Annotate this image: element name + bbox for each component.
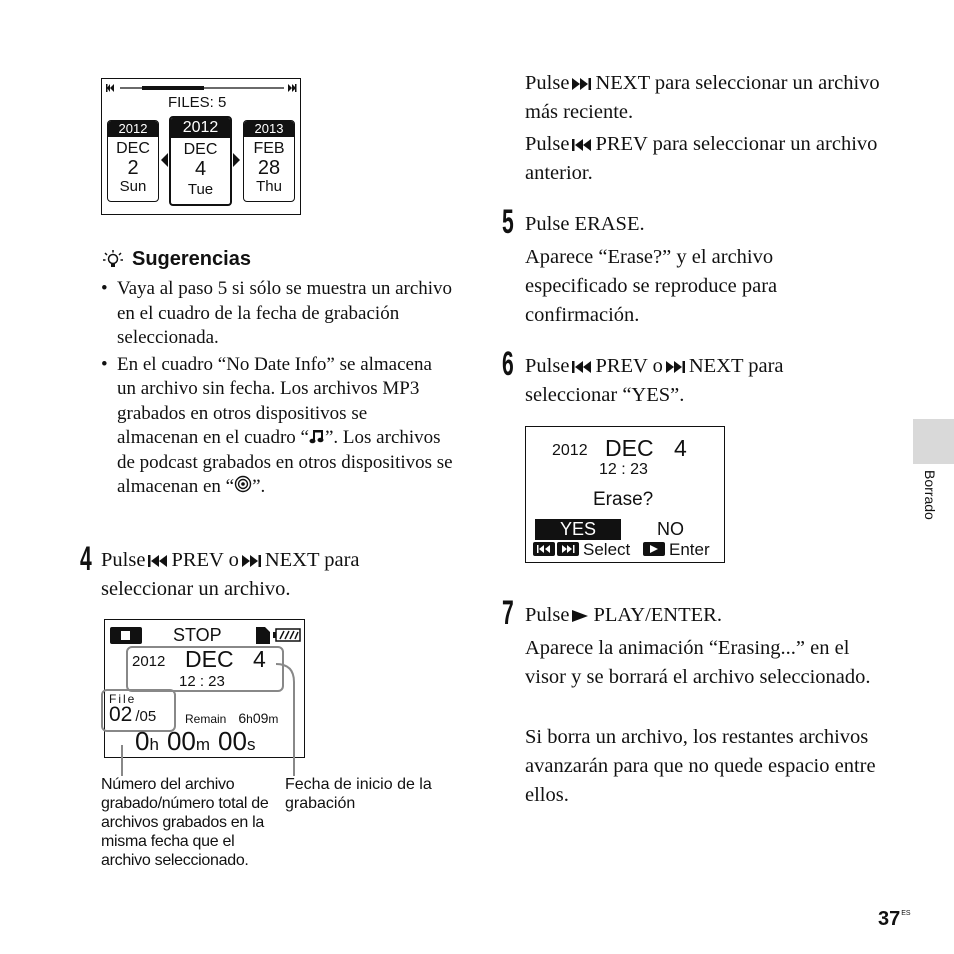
remain-time: Remain 6h09m xyxy=(185,710,279,726)
elapsed-time: 0h 00m 00s xyxy=(135,726,256,756)
play-key-icon xyxy=(643,542,665,556)
tips-list xyxy=(101,277,453,500)
yes-option[interactable]: YES xyxy=(535,519,621,540)
music-note-icon xyxy=(309,428,325,444)
step-6-number: 6 xyxy=(502,345,514,383)
prev-icon xyxy=(572,139,592,151)
step-5-text: Pulse ERASE. xyxy=(525,213,645,235)
caption-file-number: Número del archivo grabado/número total de archivos grabados en la misma fecha que el archivo seleccionado. xyxy=(101,776,269,869)
prev-icon xyxy=(148,555,168,567)
no-option[interactable]: NO xyxy=(657,519,684,539)
next-icon xyxy=(572,78,592,90)
step-5-desc: Aparece “Erase?” y el archivo especificado se reproduce para confirmación. xyxy=(525,246,778,326)
step-4-text: Pulse PREV o NEXT para seleccionar un archivo. xyxy=(101,549,360,600)
file-label: File xyxy=(109,692,137,706)
date-time: 12 : 23 xyxy=(599,461,648,478)
date-year: 2012 xyxy=(552,442,588,459)
date-card-next: 2013 FEB 28 Thu xyxy=(243,120,295,202)
play-icon xyxy=(572,610,590,622)
step-4-number: 4 xyxy=(80,540,92,578)
date-card-prev: 2012 DEC 2 Sun xyxy=(107,120,159,202)
erase-prompt: Erase? xyxy=(593,489,654,510)
chapter-label: Borrado xyxy=(922,470,938,520)
lcd-erase-confirm xyxy=(525,426,725,563)
prev-instruction: Pulse PREV para seleccionar un archivo anterior. xyxy=(525,133,878,184)
date-month: DEC xyxy=(605,435,654,461)
step-7-desc: Aparece la animación “Erasing...” en el visor y se borrará el archivo seleccionado. xyxy=(525,637,871,688)
stop-indicator xyxy=(110,627,142,644)
memory-card-icon xyxy=(256,627,270,644)
step-7-text: Pulse PLAY/ENTER. xyxy=(525,604,722,626)
date-card-selected: 2012 DEC 4 Tue xyxy=(169,116,232,206)
lcd-date-selection xyxy=(101,78,301,215)
next-icon xyxy=(242,555,262,567)
next-instruction: Pulse NEXT para seleccionar un archivo más reciente. xyxy=(525,72,880,123)
date-day: 4 xyxy=(674,435,687,461)
file-number: 02 /05 xyxy=(109,703,157,726)
chapter-tab xyxy=(913,419,954,464)
date-day: 4 xyxy=(253,646,266,672)
podcast-icon xyxy=(234,475,252,493)
select-hint: Select Enter xyxy=(533,540,710,560)
page-number: $37^{ES}$ xyxy=(878,908,911,930)
prev-key-icon xyxy=(533,542,555,556)
status-label: STOP xyxy=(173,625,222,645)
step-7-number: 7 xyxy=(502,594,514,632)
prev-icon xyxy=(572,361,592,373)
files-count: FILES: 5 xyxy=(168,94,227,111)
next-key-icon xyxy=(557,542,579,556)
tip-item: • En el cuadro “No Date Info” se almacena un archivo sin fecha. Los archivos MP3 grabados en otros dispositivos se almacenan en el cuadro “ ”. Los archivos de podcast grabados en otros dispositivos se almacenan en “ ”. xyxy=(101,353,453,500)
arrow-left-icon xyxy=(161,153,169,167)
caption-start-date: Fecha de inicio de la grabación xyxy=(285,776,432,812)
next-icon xyxy=(666,361,686,373)
arrow-right-icon xyxy=(233,153,241,167)
date-month: DEC xyxy=(185,646,234,672)
date-time: 12 : 23 xyxy=(179,673,225,690)
battery-icon xyxy=(273,628,301,642)
tip-item: • Vaya al paso 5 si sólo se muestra un archivo en el cuadro de la fecha de grabación seleccionada. xyxy=(101,277,453,351)
lightbulb-icon xyxy=(102,249,124,271)
step-7-note: Si borra un archivo, los restantes archivos avanzarán para que no quede espacio entre ellos. xyxy=(525,726,876,806)
callout-lines xyxy=(100,660,310,780)
step-6-text: Pulse PREV o NEXT para seleccionar “YES”. xyxy=(525,355,784,406)
tips-title: Sugerencias xyxy=(132,248,251,270)
step-5-number: 5 xyxy=(502,203,514,241)
date-year: 2012 xyxy=(132,653,166,670)
